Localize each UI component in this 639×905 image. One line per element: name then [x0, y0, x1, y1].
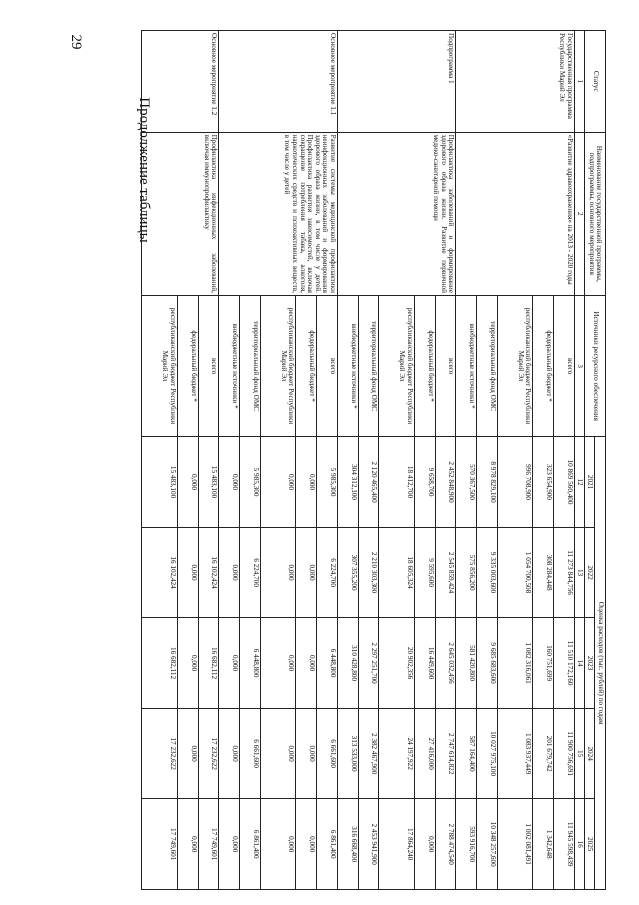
amount-cell: 0,000: [177, 618, 198, 709]
amount-cell: 15 483,100: [198, 437, 219, 528]
amount-cell: 6 861,400: [317, 799, 338, 890]
amount-cell: 310 428,800: [337, 618, 358, 709]
amount-cell: 16 682,112: [142, 618, 178, 709]
funding-source: территориальный фонд ОМС: [240, 295, 261, 436]
row-name: Профилактика заболеваний и формирование здорового образа жизни. Развитие первичной медико-санитарной помощи: [337, 132, 456, 295]
funding-source: всего: [435, 295, 456, 436]
amount-cell: 11 273 844,756: [554, 527, 575, 618]
header-year: 2023: [584, 618, 595, 709]
amount-cell: 16 449,600: [414, 618, 435, 709]
amount-cell: 1 083 937,449: [497, 708, 533, 799]
amount-cell: 2 453 941,900: [358, 799, 379, 890]
amount-cell: 6 661,600: [240, 708, 261, 799]
row-name: Развитие системы медицинской профилактики неинфекционных заболеваний и формирования здорового образа жизни, в том числе у детей. Профилактика развития зависимостей, включая сокращение потребления табака, алкоголя, наркотических средств и психоактивных веществ, в том числе у детей: [219, 132, 338, 295]
funding-source: республиканский бюджет Республики Марий Эл: [379, 295, 415, 436]
amount-cell: 0,000: [219, 437, 240, 528]
amount-cell: 2 297 251,700: [358, 618, 379, 709]
amount-cell: 0,000: [296, 799, 317, 890]
column-index: 12: [574, 437, 584, 528]
amount-cell: 10 348 257,600: [477, 799, 498, 890]
amount-cell: 9 595,600: [414, 527, 435, 618]
amount-cell: 308 284,448: [533, 527, 554, 618]
table-body: [142, 31, 575, 890]
amount-cell: 6 861,400: [240, 799, 261, 890]
header-status: Статус: [584, 31, 605, 133]
amount-cell: 2 645 032,456: [435, 618, 456, 709]
amount-cell: 570 367,500: [456, 437, 477, 528]
amount-cell: 0,000: [219, 799, 240, 890]
amount-cell: 0,000: [296, 437, 317, 528]
amount-cell: 313 533,000: [337, 708, 358, 799]
row-name: Профилактика инфекционных заболеваний, включая иммунопрофилактику: [142, 132, 219, 295]
amount-cell: 2 210 303,300: [358, 527, 379, 618]
table-row: [317, 31, 338, 890]
column-index: 14: [574, 618, 584, 709]
header-year: 2024: [584, 708, 595, 799]
column-index: 15: [574, 708, 584, 799]
amount-cell: 0,000: [177, 437, 198, 528]
amount-cell: 17 232,622: [198, 708, 219, 799]
amount-cell: 9 685 683,600: [477, 618, 498, 709]
amount-cell: 0,000: [219, 708, 240, 799]
amount-cell: 1 342,648: [533, 799, 554, 890]
amount-cell: 18 412,700: [379, 437, 415, 528]
amount-cell: 1 054 700,508: [497, 527, 533, 618]
amount-cell: 0,000: [219, 618, 240, 709]
row-name: «Развитие здравоохранения» на 2013 - 2020 годы: [456, 132, 575, 295]
amount-cell: 9 335 003,600: [477, 527, 498, 618]
amount-cell: 201 679,742: [533, 708, 554, 799]
amount-cell: 6 224,700: [317, 527, 338, 618]
amount-cell: 575 856,200: [456, 527, 477, 618]
funding-source: федеральный бюджет *: [533, 295, 554, 436]
amount-cell: 2 747 614,822: [435, 708, 456, 799]
amount-cell: 2 120 465,400: [358, 437, 379, 528]
header-year: 2025: [584, 799, 595, 890]
amount-cell: 0,000: [296, 708, 317, 799]
amount-cell: 11 945 598,439: [554, 799, 575, 890]
amount-cell: 18 605,324: [379, 527, 415, 618]
column-index: 1: [574, 31, 584, 133]
funding-source: территориальный фонд ОМС: [477, 295, 498, 436]
amount-cell: 17 749,601: [198, 799, 219, 890]
table-row: [198, 31, 219, 890]
amount-cell: 0,000: [296, 527, 317, 618]
amount-cell: 17 749,601: [142, 799, 178, 890]
amount-cell: 2 545 859,424: [435, 527, 456, 618]
amount-cell: 10 869 560,400: [554, 437, 575, 528]
amount-cell: 10 027 975,100: [477, 708, 498, 799]
funding-source: внебюджетные источники *: [456, 295, 477, 436]
amount-cell: 24 197,922: [379, 708, 415, 799]
funding-source: всего: [554, 295, 575, 436]
page-number: 29: [68, 34, 85, 50]
column-index: 13: [574, 527, 584, 618]
funding-source: всего: [198, 295, 219, 436]
amount-cell: 16 102,424: [198, 527, 219, 618]
amount-cell: 20 902,356: [379, 618, 415, 709]
amount-cell: 6 224,700: [240, 527, 261, 618]
amount-cell: 5 985,300: [317, 437, 338, 528]
amount-cell: 16 682,112: [198, 618, 219, 709]
row-status: Подпрограмма 1: [337, 31, 456, 133]
amount-cell: 11 510 172,160: [554, 618, 575, 709]
amount-cell: 1 082 316,061: [497, 618, 533, 709]
amount-cell: 0,000: [260, 437, 296, 528]
amount-cell: 307 355,200: [337, 527, 358, 618]
amount-cell: 8 978 829,100: [477, 437, 498, 528]
amount-cell: 0,000: [260, 799, 296, 890]
row-status: Основное мероприятие 1.2: [142, 31, 219, 133]
amount-cell: 17 232,622: [142, 708, 178, 799]
amount-cell: 27 416,000: [414, 708, 435, 799]
row-status: Государственная программа Республики Марий Эл: [456, 31, 575, 133]
funding-source: республиканский бюджет Республики Марий Эл: [260, 295, 296, 436]
amount-cell: 316 668,400: [337, 799, 358, 890]
budget-table-sheet: [141, 30, 606, 890]
funding-source: всего: [317, 295, 338, 436]
header-name: Наименование государственной программы, подпрограммы, основного мероприятия: [584, 132, 605, 295]
amount-cell: 2 452 848,900: [435, 437, 456, 528]
amount-cell: 0,000: [177, 527, 198, 618]
amount-cell: 323 654,900: [533, 437, 554, 528]
funding-source: республиканский бюджет Республики Марий Эл: [497, 295, 533, 436]
header-source: Источники ресурсного обеспечения: [584, 295, 605, 436]
amount-cell: 17 864,240: [379, 799, 415, 890]
amount-cell: 581 420,800: [456, 618, 477, 709]
header-year: 2021: [584, 437, 595, 528]
funding-source: внебюджетные источники *: [337, 295, 358, 436]
budget-table: [141, 30, 606, 890]
funding-source: федеральный бюджет *: [177, 295, 198, 436]
amount-cell: 160 751,699: [533, 618, 554, 709]
row-status: Основное мероприятие 1.1: [219, 31, 338, 133]
amount-cell: 6 448,800: [240, 618, 261, 709]
amount-cell: 1 002 081,491: [497, 799, 533, 890]
funding-source: федеральный бюджет *: [414, 295, 435, 436]
table-row: [435, 31, 456, 890]
amount-cell: 996 708,900: [497, 437, 533, 528]
amount-cell: 0,000: [219, 527, 240, 618]
amount-cell: 2 382 467,900: [358, 708, 379, 799]
amount-cell: 587 164,400: [456, 708, 477, 799]
amount-cell: 0,000: [260, 527, 296, 618]
amount-cell: 0,000: [296, 618, 317, 709]
amount-cell: 6 448,800: [317, 618, 338, 709]
amount-cell: 0,000: [260, 708, 296, 799]
column-index: 3: [574, 295, 584, 436]
header-estimate: Оценка расходов (тыс. рублей) по годам: [595, 437, 606, 890]
funding-source: территориальный фонд ОМС: [358, 295, 379, 436]
amount-cell: 0,000: [177, 799, 198, 890]
header-year: 2022: [584, 527, 595, 618]
amount-cell: 16 102,424: [142, 527, 178, 618]
amount-cell: 2 788 474,540: [435, 799, 456, 890]
amount-cell: 6 661,600: [317, 708, 338, 799]
amount-cell: 15 483,100: [142, 437, 178, 528]
amount-cell: 5 985,300: [240, 437, 261, 528]
table-row: [554, 31, 575, 890]
amount-cell: 304 312,100: [337, 437, 358, 528]
amount-cell: 0,000: [177, 708, 198, 799]
amount-cell: 9 658,700: [414, 437, 435, 528]
amount-cell: 11 900 756,691: [554, 708, 575, 799]
funding-source: внебюджетные источники *: [219, 295, 240, 436]
continuation-heading: Продолжение таблицы: [136, 97, 153, 243]
amount-cell: 593 916,700: [456, 799, 477, 890]
column-index: 16: [574, 799, 584, 890]
funding-source: республиканский бюджет Республики Марий Эл: [142, 295, 178, 436]
column-index: 2: [574, 132, 584, 295]
amount-cell: 0,000: [260, 618, 296, 709]
amount-cell: 0,000: [414, 799, 435, 890]
funding-source: федеральный бюджет *: [296, 295, 317, 436]
